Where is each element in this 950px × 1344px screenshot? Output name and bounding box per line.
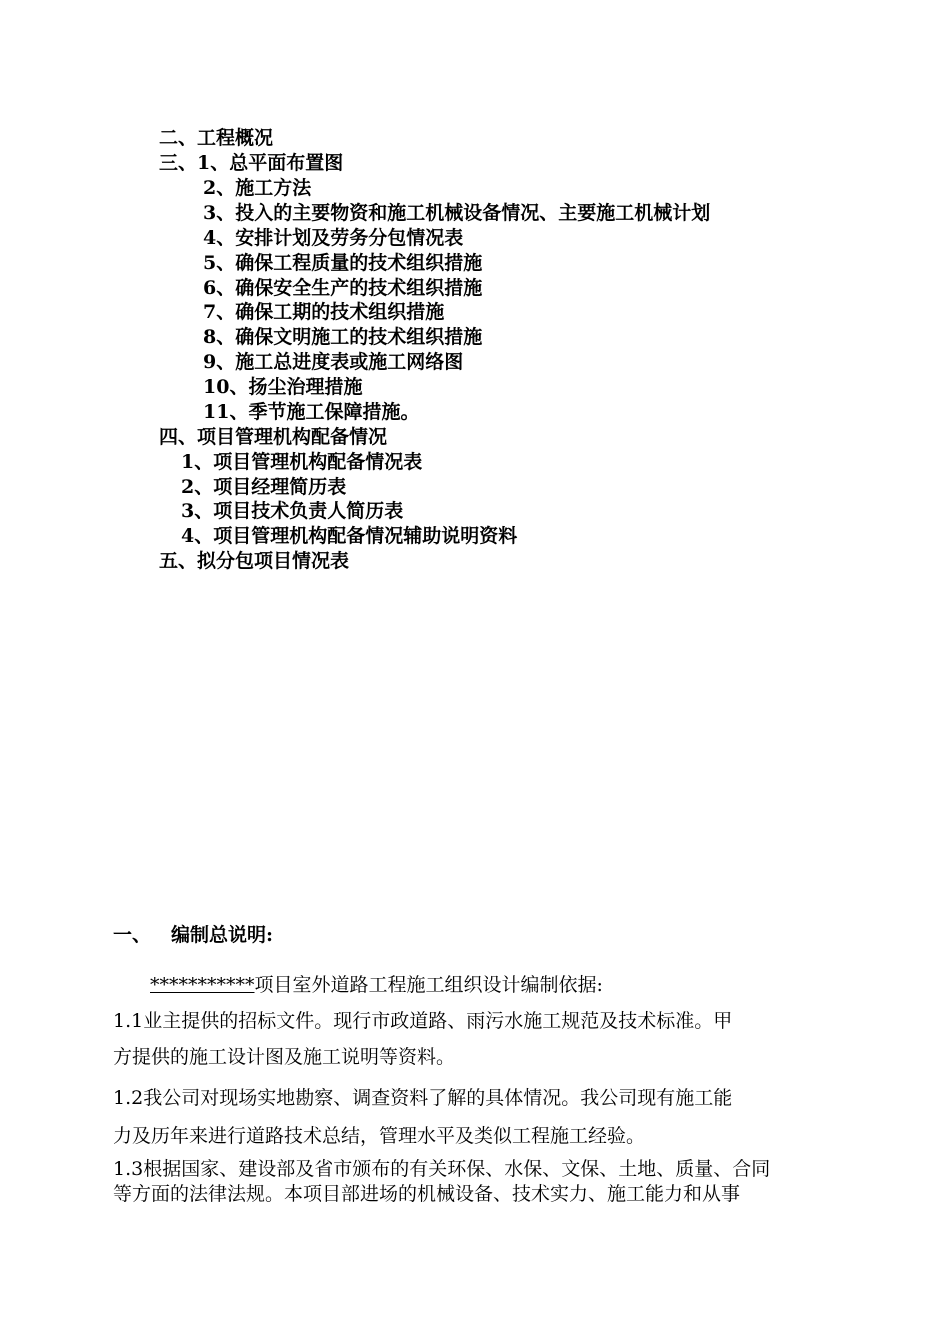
toc-item: 8、确保文明施工的技术组织措施 xyxy=(203,326,483,348)
section-number: 一、 xyxy=(113,924,152,946)
toc-item: 2、施工方法 xyxy=(203,177,312,199)
body-line: 方提供的施工设计图及施工说明等资料。 xyxy=(113,1046,456,1068)
body-line: 等方面的法律法规。本项目部进场的机械设备、技术实力、施工能力和从事 xyxy=(113,1183,741,1205)
body-line: 1.1业主提供的招标文件。现行市政道路、雨污水施工规范及技术标准。甲 xyxy=(113,1010,733,1032)
toc-item: 二、工程概况 xyxy=(159,127,274,149)
section-title: 编制总说明: xyxy=(171,924,274,946)
section-heading xyxy=(113,920,273,947)
toc-item: 4、安排计划及劳务分包情况表 xyxy=(203,227,464,249)
toc-item: 6、确保安全生产的技术组织措施 xyxy=(203,277,483,299)
toc-item: 3、项目技术负责人简历表 xyxy=(181,500,404,522)
toc-item: 11、季节施工保障措施。 xyxy=(203,401,420,423)
toc-item: 10、扬尘治理措施 xyxy=(203,376,363,398)
intro-text: 项目室外道路工程施工组织设计编制依据: xyxy=(254,974,603,996)
toc-item: 五、拟分包项目情况表 xyxy=(159,550,350,572)
toc-item: 3、投入的主要物资和施工机械设备情况、主要施工机械计划 xyxy=(203,202,711,224)
body-line: 力及历年来进行道路技术总结，管理水平及类似工程施工经验。 xyxy=(113,1125,646,1147)
toc-item: 四、项目管理机构配备情况 xyxy=(159,426,388,448)
toc-item: 4、项目管理机构配备情况辅助说明资料 xyxy=(181,525,518,547)
toc-item: 三、1、总平面布置图 xyxy=(159,152,344,174)
toc-item: 5、确保工程质量的技术组织措施 xyxy=(203,252,483,274)
toc-item: 2、项目经理简历表 xyxy=(181,476,347,498)
toc-item: 1、项目管理机构配备情况表 xyxy=(181,451,423,473)
body-line: 1.2我公司对现场实地勘察、调查资料了解的具体情况。我公司现有施工能 xyxy=(113,1087,733,1109)
project-name-placeholder: *********** xyxy=(150,974,255,996)
toc-item: 9、施工总进度表或施工网络图 xyxy=(203,351,464,373)
intro-line xyxy=(150,973,603,997)
body-line: 1.3根据国家、建设部及省市颁布的有关环保、水保、文保、土地、质量、合同 xyxy=(113,1158,771,1180)
toc-item: 7、确保工期的技术组织措施 xyxy=(203,301,445,323)
